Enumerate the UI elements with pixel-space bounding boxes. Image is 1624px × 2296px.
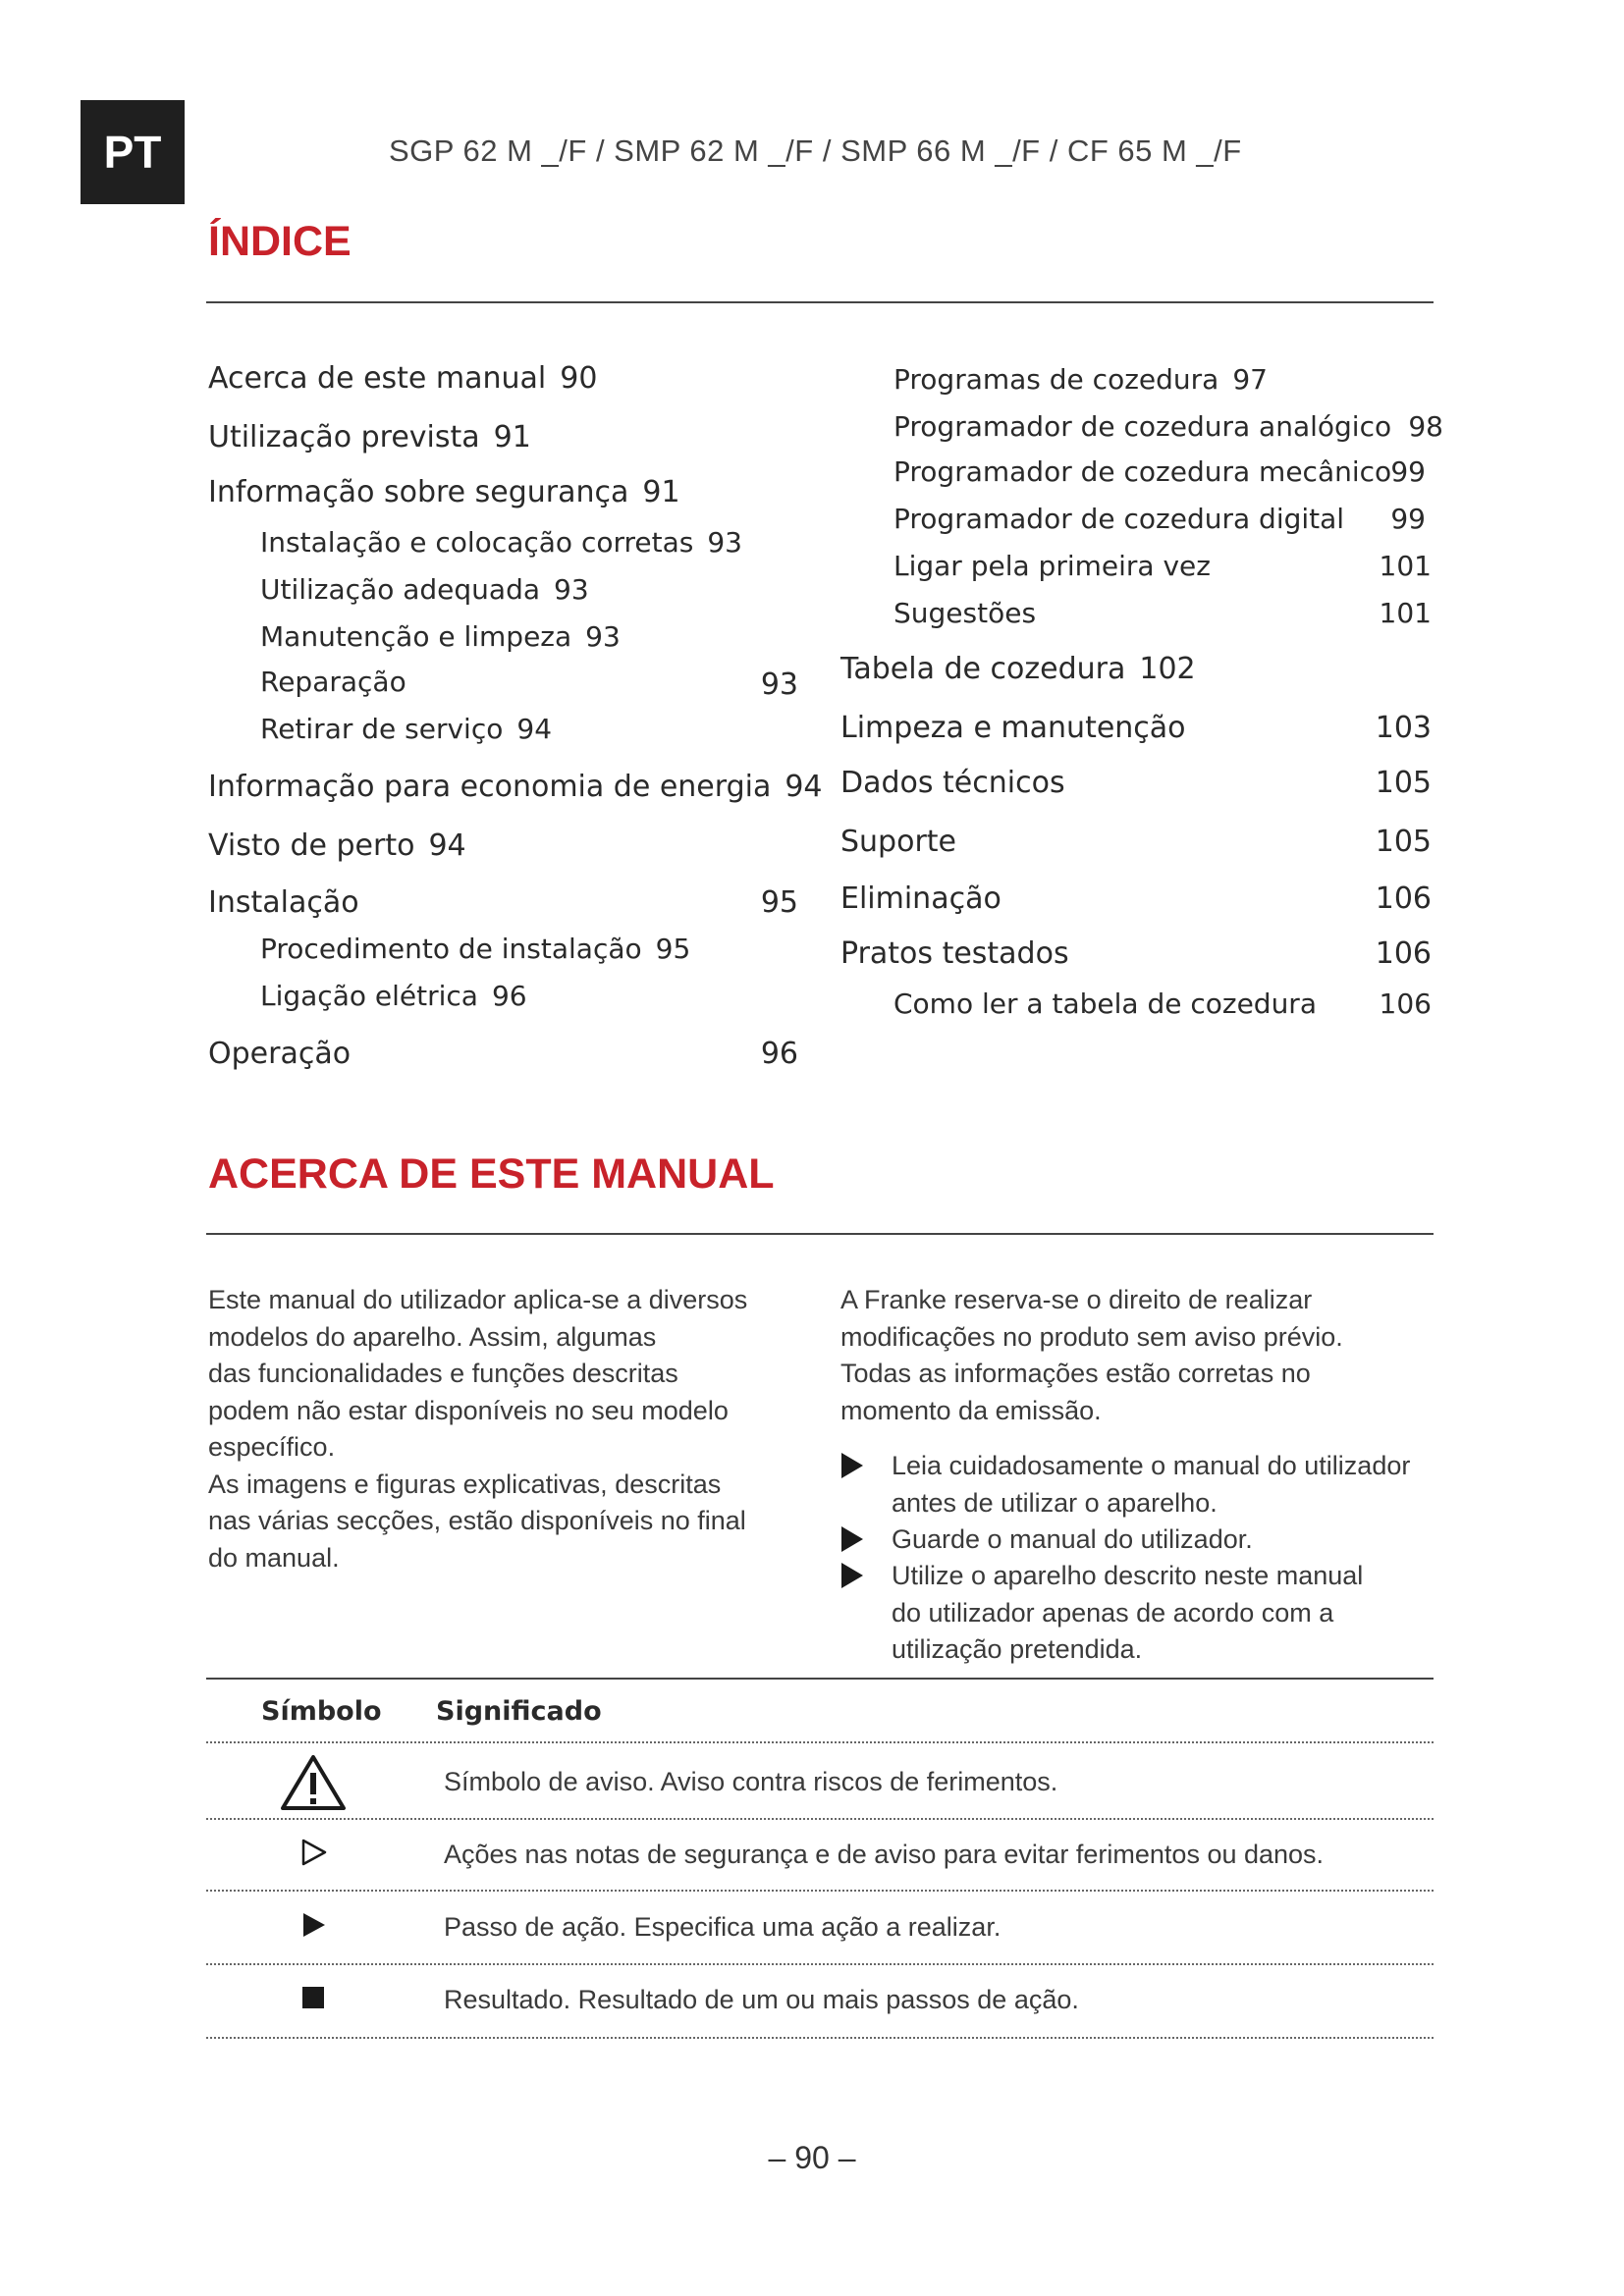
toc-subitem[interactable]: Reparação bbox=[260, 666, 406, 698]
toc-item[interactable]: Eliminação bbox=[840, 881, 1001, 916]
toc-page-number: 101 bbox=[1379, 550, 1432, 582]
toc-page-number: 93 bbox=[760, 667, 798, 702]
toc-subitem[interactable]: Instalação e colocação corretas 93 bbox=[260, 526, 742, 559]
toc-item[interactable]: Informação sobre segurança 91 bbox=[208, 475, 680, 509]
toc-page-number: 98 bbox=[1408, 410, 1443, 443]
toc-item[interactable]: Visto de perto 94 bbox=[208, 828, 466, 863]
toc-subitem[interactable]: Programador de cozedura digital bbox=[893, 503, 1345, 535]
about-divider bbox=[206, 1233, 1434, 1235]
toc-item[interactable]: Utilização prevista 91 bbox=[208, 420, 531, 454]
toc-item[interactable]: Suporte bbox=[840, 825, 957, 859]
toc-subitem[interactable]: Ligar pela primeira vez bbox=[893, 550, 1211, 582]
toc-item[interactable]: Pratos testados bbox=[840, 936, 1069, 971]
toc-page-number: 95 bbox=[760, 885, 798, 920]
page-number: – 90 – bbox=[768, 2140, 856, 2175]
table-row-divider bbox=[206, 1963, 1434, 1965]
about-right-paragraph: A Franke reserva-se o direito de realizar modificações no produto sem aviso prévio. Todas as informações estão corretas no momento da emissão. bbox=[840, 1285, 1343, 1425]
toc-item[interactable]: Dados técnicos bbox=[840, 766, 1065, 800]
table-row-divider bbox=[206, 2037, 1434, 2039]
toc-page-number: 105 bbox=[1375, 825, 1432, 859]
toc-page-number: 106 bbox=[1375, 936, 1432, 971]
table-row-divider bbox=[206, 1818, 1434, 1820]
toc-item[interactable]: Tabela de cozedura 102 bbox=[840, 652, 1196, 686]
table-meaning: Ações nas notas de segurança e de aviso para evitar ferimentos ou danos. bbox=[444, 1840, 1325, 1869]
toc-page-number: 106 bbox=[1379, 988, 1432, 1020]
bullet-item: Guarde o manual do utilizador. bbox=[892, 1524, 1253, 1554]
table-meaning: Resultado. Resultado de um ou mais passos de ação. bbox=[444, 1985, 1079, 2014]
toc-subitem[interactable]: Sugestões bbox=[893, 597, 1037, 629]
toc-item[interactable]: Instalação bbox=[208, 885, 359, 920]
bullet-item: Leia cuidadosamente o manual do utilizador antes de utilizar o aparelho. bbox=[892, 1451, 1411, 1518]
table-row-divider bbox=[206, 1890, 1434, 1892]
language-badge: PT bbox=[81, 100, 185, 204]
index-divider bbox=[206, 301, 1434, 303]
toc-subitem[interactable]: Programador de cozedura mecânico bbox=[893, 455, 1392, 488]
toc-page-number: 99 bbox=[1390, 503, 1426, 535]
warning-triangle-icon bbox=[279, 1753, 348, 1812]
about-title: ACERCA DE ESTE MANUAL bbox=[208, 1150, 775, 1198]
toc-item[interactable]: Acerca de este manual 90 bbox=[208, 361, 598, 396]
toc-subitem[interactable]: Manutenção e limpeza 93 bbox=[260, 620, 621, 653]
model-list: SGP 62 M _/F / SMP 62 M _/F / SMP 66 M _/F / CF 65 M _/F bbox=[389, 133, 1242, 168]
toc-page-number: 103 bbox=[1375, 711, 1432, 745]
toc-subitem[interactable]: Utilização adequada 93 bbox=[260, 573, 589, 606]
toc-subitem[interactable]: Ligação elétrica 96 bbox=[260, 980, 527, 1012]
action-arrow-icon bbox=[841, 1563, 863, 1588]
toc-page-number: 96 bbox=[760, 1037, 798, 1071]
table-row-divider bbox=[206, 1741, 1434, 1743]
filled-square-icon bbox=[302, 1987, 324, 2008]
about-left-paragraph: Este manual do utilizador aplica-se a diversos modelos do aparelho. Assim, algumas das funcionalidades e funções descritas podem não estar disponíveis no seu modelo específico. As imagens e figuras explicativas, descritas nas várias secções, estão disponíveis no final do manual. bbox=[208, 1285, 748, 1573]
table-top-rule bbox=[206, 1678, 1434, 1680]
toc-item[interactable]: Informação para economia de energia 94 bbox=[208, 770, 823, 804]
toc-subitem[interactable]: Programas de cozedura 97 bbox=[893, 363, 1268, 396]
table-meaning: Passo de ação. Especifica uma ação a realizar. bbox=[444, 1912, 1001, 1942]
table-header-meaning: Significado bbox=[436, 1696, 602, 1727]
toc-subitem[interactable]: Como ler a tabela de cozedura bbox=[893, 988, 1317, 1020]
toc-page-number: 99 bbox=[1390, 455, 1426, 488]
bullet-item: Utilize o aparelho descrito neste manual do utilizador apenas de acordo com a utilização pretendida. bbox=[892, 1561, 1364, 1664]
action-arrow-icon bbox=[841, 1453, 863, 1478]
filled-arrow-icon bbox=[299, 1910, 329, 1940]
toc-item[interactable]: Operação bbox=[208, 1037, 352, 1071]
table-meaning: Símbolo de aviso. Aviso contra riscos de ferimentos. bbox=[444, 1767, 1058, 1796]
toc-subitem[interactable]: Procedimento de instalação 95 bbox=[260, 933, 691, 965]
toc-page-number: 105 bbox=[1375, 766, 1432, 800]
toc-subitem[interactable]: Retirar de serviço 94 bbox=[260, 713, 553, 745]
outline-arrow-icon bbox=[299, 1838, 329, 1867]
index-title: ÍNDICE bbox=[208, 218, 352, 265]
toc-page-number: 101 bbox=[1379, 597, 1432, 629]
action-arrow-icon bbox=[841, 1526, 863, 1552]
toc-item[interactable]: Limpeza e manutenção bbox=[840, 711, 1186, 745]
toc-page-number: 106 bbox=[1375, 881, 1432, 916]
toc-subitem[interactable]: Programador de cozedura analógico bbox=[893, 410, 1392, 443]
table-header-symbol: Símbolo bbox=[261, 1696, 382, 1727]
